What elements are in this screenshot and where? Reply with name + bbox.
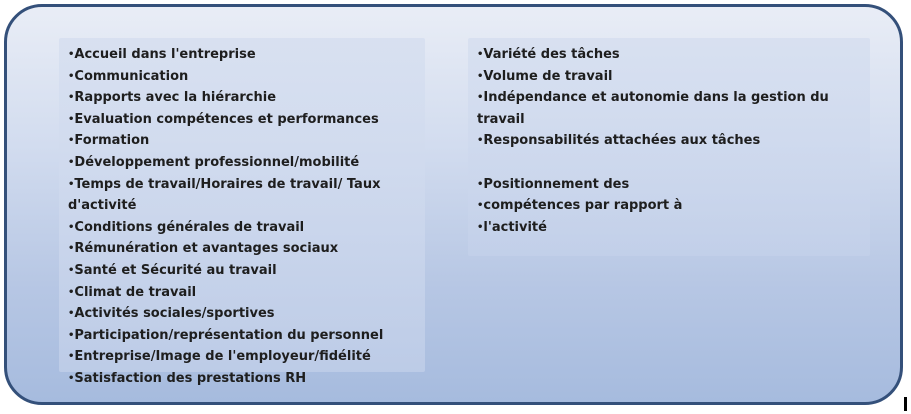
list-item: •Evaluation compétences et performances — [68, 111, 379, 127]
list-item: •Rapports avec la hiérarchie — [68, 90, 277, 106]
bullet-icon: • — [68, 113, 75, 125]
list-item: •Climat de travail — [68, 284, 197, 300]
list-item: •Accueil dans l'entreprise — [68, 47, 256, 62]
list-spacer — [477, 152, 857, 174]
list-item: •Communication — [68, 68, 189, 84]
bullet-icon: • — [477, 70, 484, 82]
right-item-list — [477, 44, 857, 238]
list-item: •Entreprise/Image de l'employeur/fidélité — [68, 349, 371, 365]
bullet-icon: • — [477, 178, 484, 190]
bullet-icon: • — [68, 156, 75, 168]
list-item: •compétences par rapport à — [477, 198, 683, 214]
list-item: •Rémunération et avantages sociaux — [68, 241, 339, 257]
bullet-icon: • — [68, 221, 75, 233]
bullet-icon: • — [68, 178, 75, 190]
list-item: •Activités sociales/sportives — [68, 306, 275, 322]
list-item: •Santé et Sécurité au travail — [68, 262, 277, 278]
edge-marker — [904, 397, 907, 411]
list-item: •Indépendance et autonomie dans la gestion du travail — [477, 90, 829, 127]
bullet-icon: • — [68, 329, 75, 341]
bullet-icon: • — [68, 286, 75, 298]
bullet-icon: • — [68, 243, 75, 255]
bullet-icon: • — [68, 308, 75, 320]
list-item: •Formation — [68, 133, 150, 149]
list-item: •Participation/représentation du personnel — [68, 327, 384, 343]
bullet-icon: • — [477, 221, 484, 233]
list-item: •Responsabilités attachées aux tâches — [477, 133, 761, 149]
bullet-icon: • — [68, 351, 75, 363]
list-item: •Temps de travail/Horaires de travail/ Taux d'activité — [68, 176, 381, 214]
bullet-icon: • — [477, 92, 484, 104]
bullet-icon: • — [68, 49, 75, 60]
bullet-icon: • — [68, 92, 75, 104]
bullet-icon: • — [68, 372, 75, 384]
bullet-icon: • — [477, 200, 484, 212]
bullet-icon: • — [68, 135, 75, 147]
list-item: •Conditions générales de travail — [68, 219, 305, 235]
bullet-icon: • — [477, 49, 484, 60]
left-item-list — [68, 44, 408, 390]
list-item: •Développement professionnel/mobilité — [68, 154, 360, 170]
bullet-icon: • — [477, 135, 484, 147]
list-item: •Variété des tâches — [477, 47, 620, 62]
list-item: •Satisfaction des prestations RH — [68, 370, 307, 386]
list-item: •Positionnement des — [477, 176, 630, 192]
bullet-icon: • — [68, 264, 75, 276]
list-item: •Volume de travail — [477, 68, 613, 84]
bullet-icon: • — [68, 70, 75, 82]
list-item: •l'activité — [477, 219, 547, 235]
